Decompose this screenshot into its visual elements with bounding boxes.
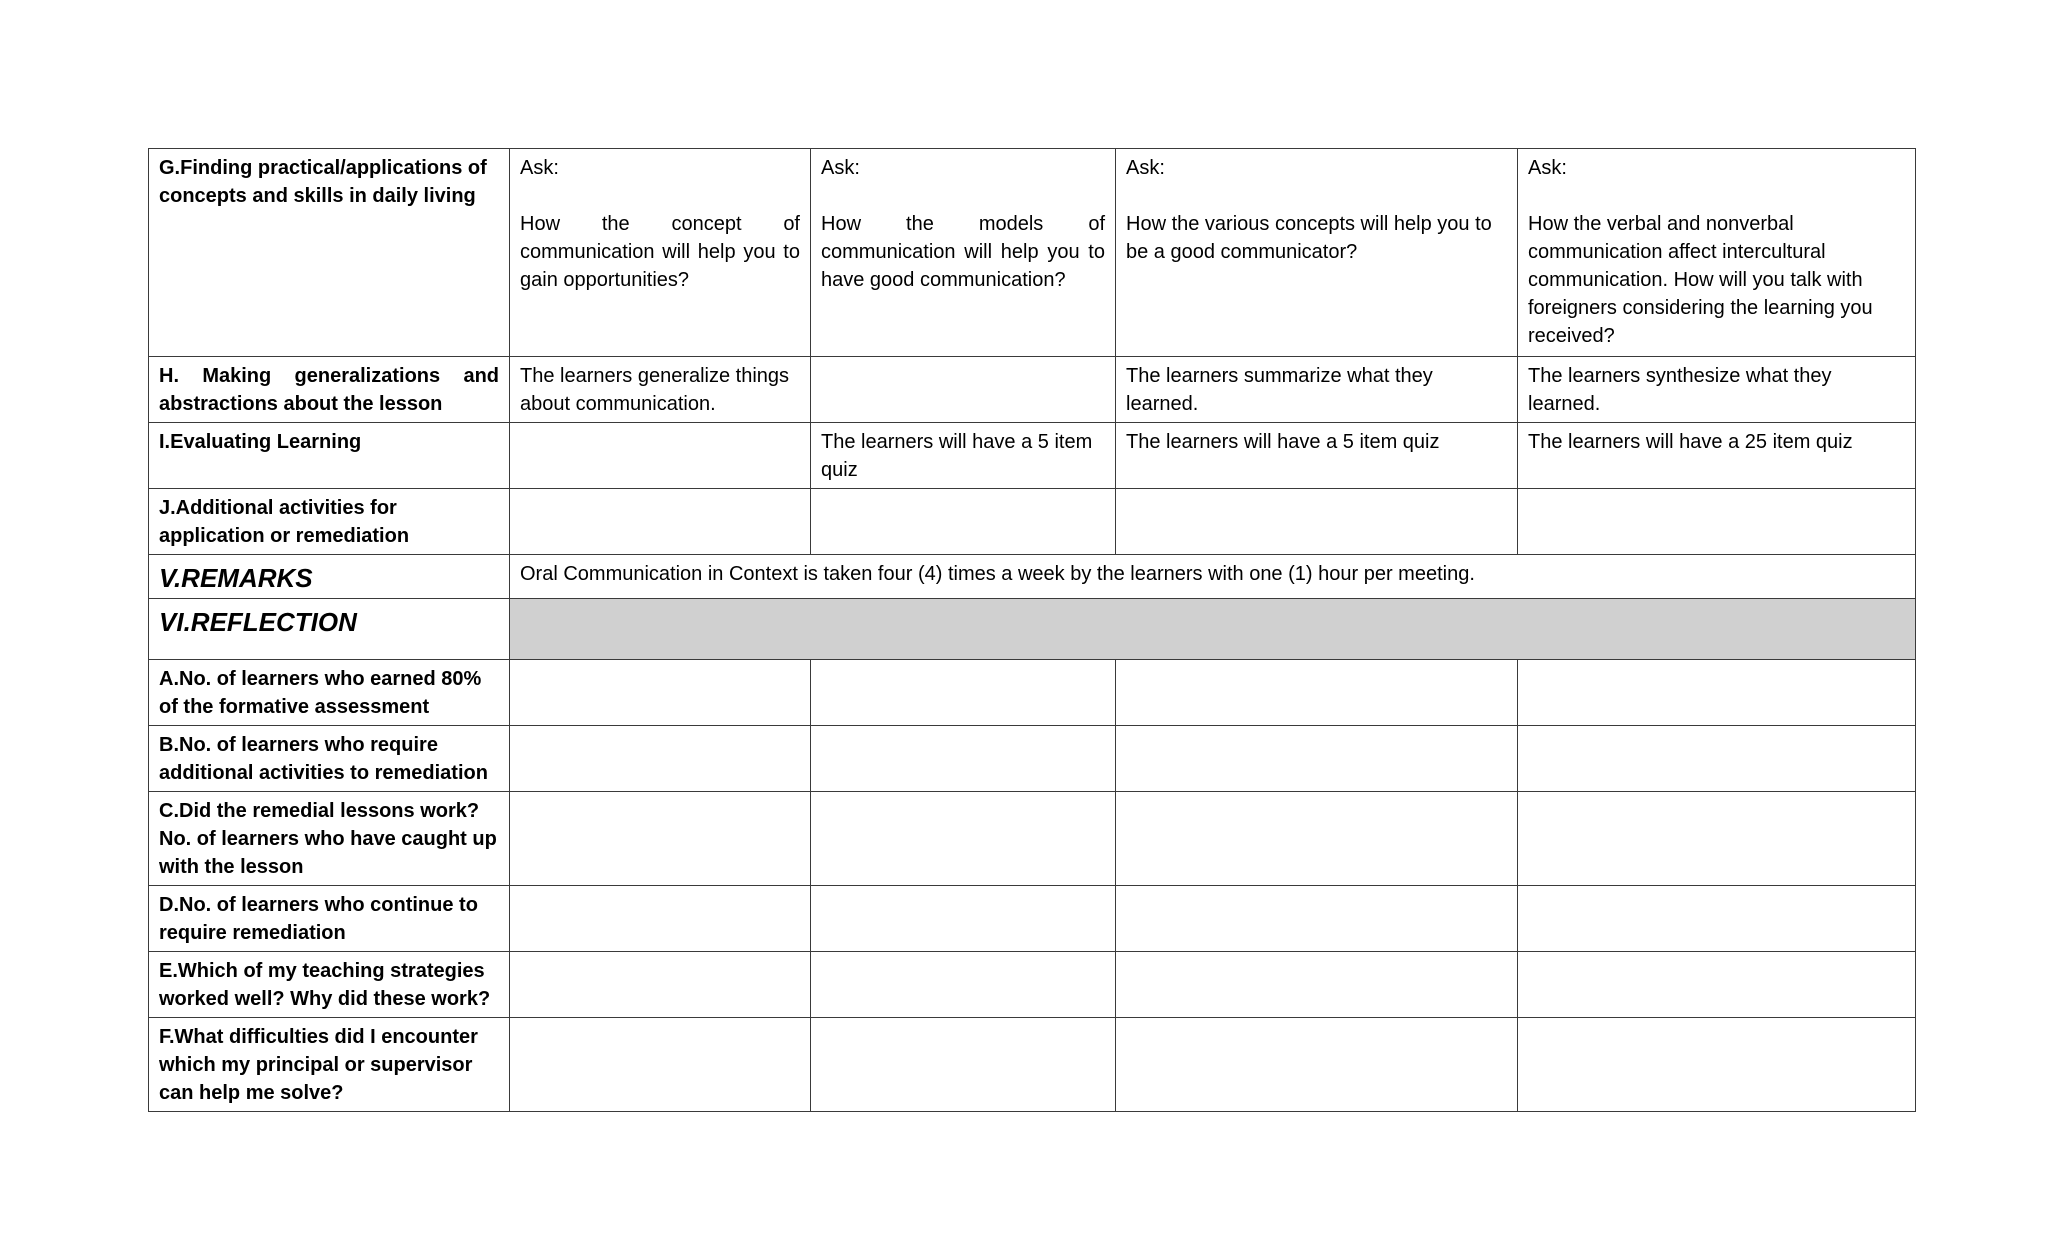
cell-day2: [811, 726, 1116, 792]
cell-day4: [1518, 792, 1916, 886]
cell-day4: [1518, 1018, 1916, 1112]
row-g-practical-applications: [149, 149, 1916, 357]
row-label: F.What difficulties did I encounter which my principal or supervisor can help me solve?: [149, 1018, 510, 1112]
question-text: How the concept of communication will help you to gain opportunities?: [520, 213, 800, 291]
row-label: I.Evaluating Learning: [149, 423, 510, 489]
row-label: B.No. of learners who require additional activities to remediation: [149, 726, 510, 792]
row-label: D.No. of learners who continue to require remediation: [149, 886, 510, 952]
cell-day2: [811, 149, 1116, 357]
cell-day4: [1518, 149, 1916, 357]
cell-day1: [510, 792, 811, 886]
row-b-require-activities: [149, 726, 1916, 792]
remarks-heading-cell: [149, 555, 510, 599]
cell-day3: [1116, 952, 1518, 1018]
row-reflection: [149, 599, 1916, 660]
row-i-evaluating-learning: [149, 423, 1916, 489]
cell-day4: [1518, 660, 1916, 726]
ask-label: Ask:: [520, 157, 559, 179]
cell-day2: [811, 660, 1116, 726]
ask-label: Ask:: [1528, 157, 1567, 179]
row-label: J.Additional activities for application or remediation: [149, 489, 510, 555]
cell-day2: [811, 886, 1116, 952]
row-label: A.No. of learners who earned 80% of the formative assessment: [149, 660, 510, 726]
cell-day4: The learners will have a 25 item quiz: [1518, 423, 1916, 489]
cell-day1: [510, 149, 811, 357]
cell-day1: [510, 886, 811, 952]
cell-day4: The learners synthesize what they learned.: [1518, 357, 1916, 423]
row-e-teaching-strategies: [149, 952, 1916, 1018]
cell-day4: [1518, 726, 1916, 792]
row-label: H. Making generalizations and abstractions about the lesson: [149, 357, 510, 423]
reflection-shaded-cell: [510, 599, 1916, 660]
cell-day2: The learners will have a 5 item quiz: [811, 423, 1116, 489]
cell-day3: [1116, 792, 1518, 886]
reflection-heading-cell: [149, 599, 510, 660]
question-text: How the verbal and nonverbal communication affect intercultural communication. How will you talk with foreigners considering the learning you received?: [1528, 213, 1873, 347]
cell-day1: [510, 423, 811, 489]
cell-day3: The learners will have a 5 item quiz: [1116, 423, 1518, 489]
remarks-text: Oral Communication in Context is taken four (4) times a week by the learners with one (1) hour per meeting.: [510, 555, 1916, 599]
row-remarks: [149, 555, 1916, 599]
cell-day3: The learners summarize what they learned.: [1116, 357, 1518, 423]
cell-day3: [1116, 1018, 1518, 1112]
row-c-remedial-lessons: [149, 792, 1916, 886]
row-h-generalizations: [149, 357, 1916, 423]
question-text: How the models of communication will help you to have good communication?: [821, 213, 1105, 291]
row-label: G.Finding practical/applications of concepts and skills in daily living: [149, 149, 510, 357]
row-f-difficulties: [149, 1018, 1916, 1112]
cell-day3: [1116, 489, 1518, 555]
section-heading: V.REMARKS: [159, 563, 313, 593]
cell-day2: [811, 489, 1116, 555]
cell-day1: The learners generalize things about communication.: [510, 357, 811, 423]
cell-day2: [811, 357, 1116, 423]
cell-day3: [1116, 886, 1518, 952]
section-heading: VI.REFLECTION: [159, 607, 357, 637]
cell-day4: [1518, 886, 1916, 952]
cell-day1: [510, 726, 811, 792]
cell-day2: [811, 952, 1116, 1018]
row-a-learners-80-percent: [149, 660, 1916, 726]
row-label: C.Did the remedial lessons work? No. of learners who have caught up with the lesson: [149, 792, 510, 886]
lesson-plan-table: [148, 148, 1916, 1112]
cell-day1: [510, 660, 811, 726]
cell-day1: [510, 489, 811, 555]
row-d-continue-remediation: [149, 886, 1916, 952]
cell-day2: [811, 1018, 1116, 1112]
row-j-additional-activities: [149, 489, 1916, 555]
ask-label: Ask:: [821, 157, 860, 179]
cell-day1: [510, 952, 811, 1018]
cell-day2: [811, 792, 1116, 886]
question-text: How the various concepts will help you to be a good communicator?: [1126, 213, 1492, 263]
cell-day4: [1518, 489, 1916, 555]
cell-day3: [1116, 726, 1518, 792]
row-label: E.Which of my teaching strategies worked well? Why did these work?: [149, 952, 510, 1018]
cell-day3: [1116, 660, 1518, 726]
cell-day1: [510, 1018, 811, 1112]
cell-day3: [1116, 149, 1518, 357]
ask-label: Ask:: [1126, 157, 1165, 179]
cell-day4: [1518, 952, 1916, 1018]
